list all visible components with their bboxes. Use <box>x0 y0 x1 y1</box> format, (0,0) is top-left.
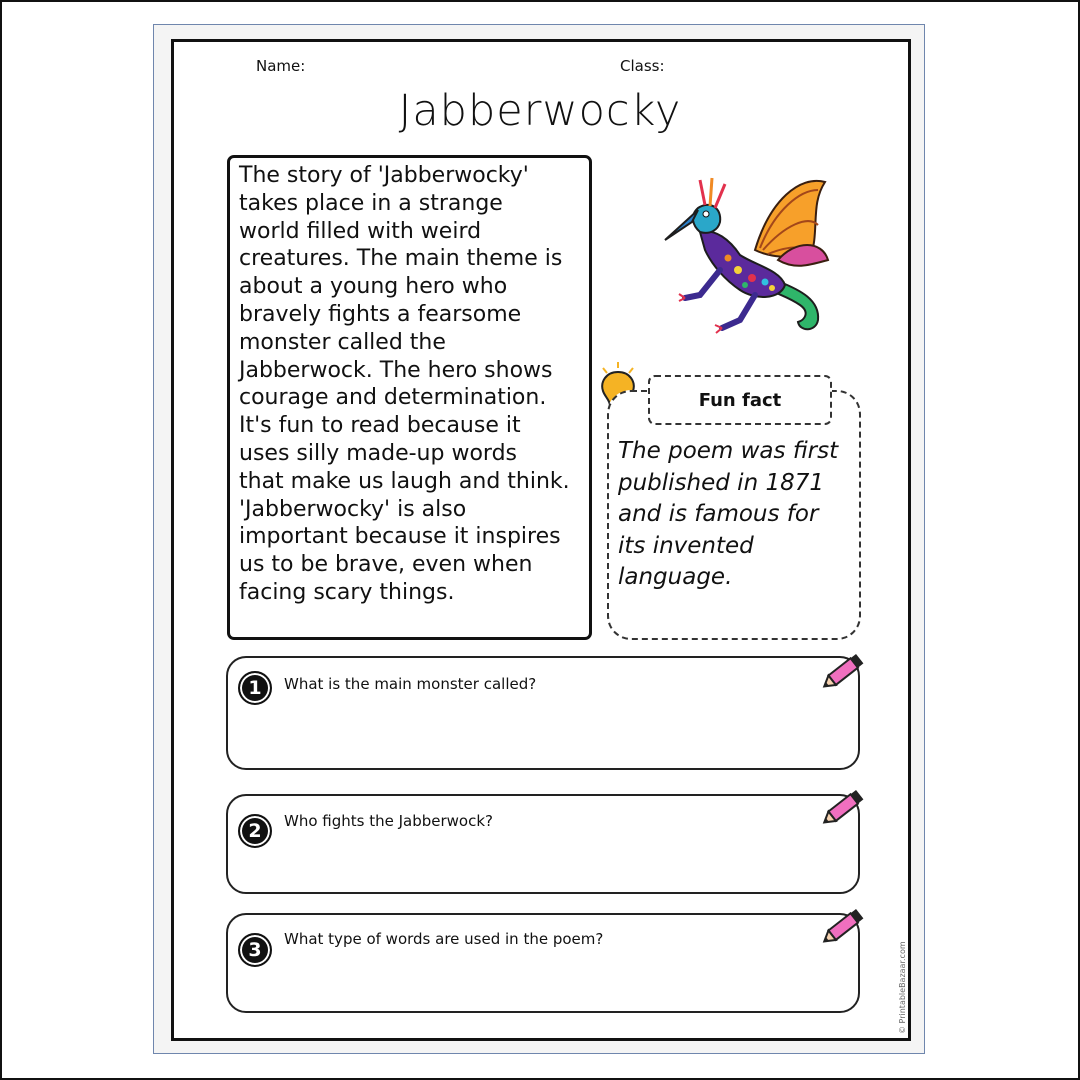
fun-fact-heading: Fun fact <box>648 375 832 425</box>
pencil-icon <box>818 786 868 832</box>
pencil-icon <box>818 650 868 696</box>
question-number-1: 1 <box>238 671 272 705</box>
dragon-illustration <box>660 170 830 340</box>
pencil-icon <box>818 905 868 951</box>
story-text: The story of 'Jabberwocky' takes place in a strange world filled with weird creatures. The main theme is about a young hero who bravely fights a fearsome monster called the Jabberwock. The hero shows courage and determination. It's fun to read because it uses silly made-up words that make us laugh and think. 'Jabberwocky' is also important because it inspires us to be brave, even when facing scary things. <box>239 163 570 605</box>
worksheet-title: Jabberwocky <box>398 86 682 136</box>
watermark: © PrintableBazaar.com <box>898 941 907 1034</box>
class-label: Class: <box>620 57 665 75</box>
story-box <box>227 155 592 640</box>
question-box-2[interactable] <box>226 794 860 894</box>
name-label: Name: <box>256 57 306 75</box>
question-text-1: What is the main monster called? <box>284 675 537 693</box>
question-number-3: 3 <box>238 933 272 967</box>
question-box-3[interactable] <box>226 913 860 1013</box>
question-number-2: 2 <box>238 814 272 848</box>
question-box-1[interactable] <box>226 656 860 770</box>
fun-fact-text: The poem was first published in 1871 and is famous for its invented language. <box>618 438 839 590</box>
question-text-3: What type of words are used in the poem? <box>284 930 604 948</box>
question-text-2: Who fights the Jabberwock? <box>284 812 494 830</box>
